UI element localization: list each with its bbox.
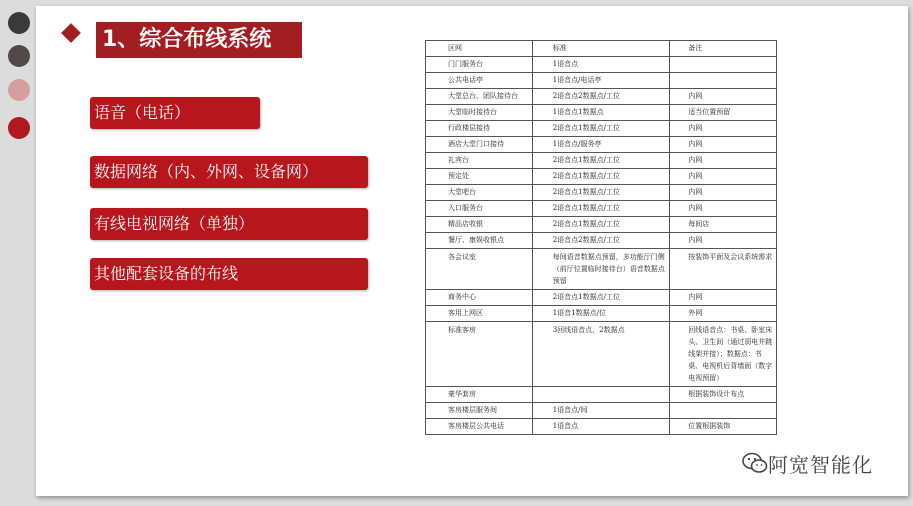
table-row bbox=[426, 249, 777, 290]
table-row bbox=[426, 185, 777, 201]
table-cell: 大堂总台、团队接待台 bbox=[426, 89, 533, 105]
watermark bbox=[742, 448, 873, 478]
voice-item[interactable]: 语音（电话） bbox=[90, 97, 260, 129]
table-cell: 内网 bbox=[670, 153, 777, 169]
table-cell: 2语音点2数据点/工位 bbox=[532, 89, 670, 105]
table-row bbox=[426, 73, 777, 89]
table-row bbox=[426, 217, 777, 233]
table-cell bbox=[670, 57, 777, 73]
cable-tv-item[interactable]: 有线电视网络（单独） bbox=[90, 208, 368, 240]
table-cell: 客房楼层公共电话 bbox=[426, 419, 533, 435]
table-cell: 每间语音数据点预留，多功能厅门侧（前厅位置临时接待台）语音数据点预留 bbox=[532, 249, 670, 290]
table-cell: 2语音点1数据点/工位 bbox=[532, 185, 670, 201]
table-cell: 大堂临时接待台 bbox=[426, 105, 533, 121]
table-row bbox=[426, 153, 777, 169]
nav-dot-4[interactable] bbox=[8, 117, 30, 139]
nav-dot-1[interactable] bbox=[8, 12, 30, 34]
table-cell: 1语音1数据点/位 bbox=[532, 306, 670, 322]
table-cell: 内网 bbox=[670, 169, 777, 185]
table-cell: 内网 bbox=[670, 185, 777, 201]
wiring-standard-table bbox=[425, 40, 777, 435]
table-cell: 行政楼层接待 bbox=[426, 121, 533, 137]
header-cell: 区网 bbox=[426, 41, 533, 57]
nav-dot-3[interactable] bbox=[8, 79, 30, 101]
table-row bbox=[426, 290, 777, 306]
table-row bbox=[426, 201, 777, 217]
table-cell: 2语音点1数据点/工位 bbox=[532, 290, 670, 306]
table-cell: 酒店大堂门口接待 bbox=[426, 137, 533, 153]
table-cell: 入口服务台 bbox=[426, 201, 533, 217]
table-cell: 内网 bbox=[670, 233, 777, 249]
table-row bbox=[426, 233, 777, 249]
table-cell: 2语音点1数据点/工位 bbox=[532, 121, 670, 137]
table-row bbox=[426, 121, 777, 137]
table-row bbox=[426, 169, 777, 185]
table-cell: 1语音点/间 bbox=[532, 403, 670, 419]
header-cell: 标准 bbox=[532, 41, 670, 57]
table-cell: 商务中心 bbox=[426, 290, 533, 306]
nav-dot-2[interactable] bbox=[8, 45, 30, 67]
table-cell: 客用上网区 bbox=[426, 306, 533, 322]
table-cell bbox=[532, 387, 670, 403]
table-cell: 客房楼层服务间 bbox=[426, 403, 533, 419]
table-cell: 每间店 bbox=[670, 217, 777, 233]
table-row bbox=[426, 322, 777, 387]
table-cell: 外网 bbox=[670, 306, 777, 322]
table-cell: 标准客房 bbox=[426, 322, 533, 387]
table-cell: 餐厅、康娱收银点 bbox=[426, 233, 533, 249]
table-row bbox=[426, 387, 777, 403]
table-cell: 内网 bbox=[670, 89, 777, 105]
table-row bbox=[426, 89, 777, 105]
table-cell: 1语音点/服务亭 bbox=[532, 137, 670, 153]
table-cell: 3回线语音点，2数据点 bbox=[532, 322, 670, 387]
table-cell: 内网 bbox=[670, 121, 777, 137]
table-cell: 门门服务台 bbox=[426, 57, 533, 73]
table-cell: 1语音点 bbox=[532, 57, 670, 73]
table-cell: 大堂吧台 bbox=[426, 185, 533, 201]
table-cell: 公共电话亭 bbox=[426, 73, 533, 89]
watermark-text: 阿宽智能化 bbox=[768, 452, 873, 477]
table-cell: 1语音点1数据点 bbox=[532, 105, 670, 121]
table-cell bbox=[670, 73, 777, 89]
table-cell: 豪华套房 bbox=[426, 387, 533, 403]
table-cell: 2语音点1数据点/工位 bbox=[532, 217, 670, 233]
table-cell: 内网 bbox=[670, 137, 777, 153]
table-cell: 2语音点1数据点/工位 bbox=[532, 201, 670, 217]
table-cell: 根据装饰设计布点 bbox=[670, 387, 777, 403]
table-cell: 精品店收银 bbox=[426, 217, 533, 233]
table-cell: 回线语音点：书桌、卧室床头、卫生间（通过弱电井跳线架并接）；数据点：书桌、电视机后背墙面（数字电视预留） bbox=[670, 322, 777, 387]
data-network-item[interactable]: 数据网络（内、外网、设备网） bbox=[90, 156, 368, 188]
table-row bbox=[426, 419, 777, 435]
table-cell: 内网 bbox=[670, 290, 777, 306]
table-cell: 各会议室 bbox=[426, 249, 533, 290]
table-cell: 位置根据装饰 bbox=[670, 419, 777, 435]
wechat-icon bbox=[742, 452, 768, 474]
other-wiring-item[interactable]: 其他配套设备的布线 bbox=[90, 258, 368, 290]
table-row bbox=[426, 105, 777, 121]
table-row bbox=[426, 57, 777, 73]
table-cell: 2语音点1数据点/工位 bbox=[532, 169, 670, 185]
table-cell: 按装饰平面及会议系统需求 bbox=[670, 249, 777, 290]
table-header-row bbox=[426, 41, 777, 57]
table-cell: 礼宾台 bbox=[426, 153, 533, 169]
table-cell: 1语音点 bbox=[532, 419, 670, 435]
header-cell: 备注 bbox=[670, 41, 777, 57]
table-row bbox=[426, 137, 777, 153]
table-cell: 预定处 bbox=[426, 169, 533, 185]
table-row bbox=[426, 306, 777, 322]
table-cell bbox=[670, 403, 777, 419]
table-cell: 适当位置预留 bbox=[670, 105, 777, 121]
table-cell: 1语音点/电话亭 bbox=[532, 73, 670, 89]
table-cell: 2语音点1数据点/工位 bbox=[532, 153, 670, 169]
slide-title: 1、综合布线系统 bbox=[96, 22, 302, 58]
table-cell: 2语音点2数据点/工位 bbox=[532, 233, 670, 249]
table-cell: 内网 bbox=[670, 201, 777, 217]
table-row bbox=[426, 403, 777, 419]
